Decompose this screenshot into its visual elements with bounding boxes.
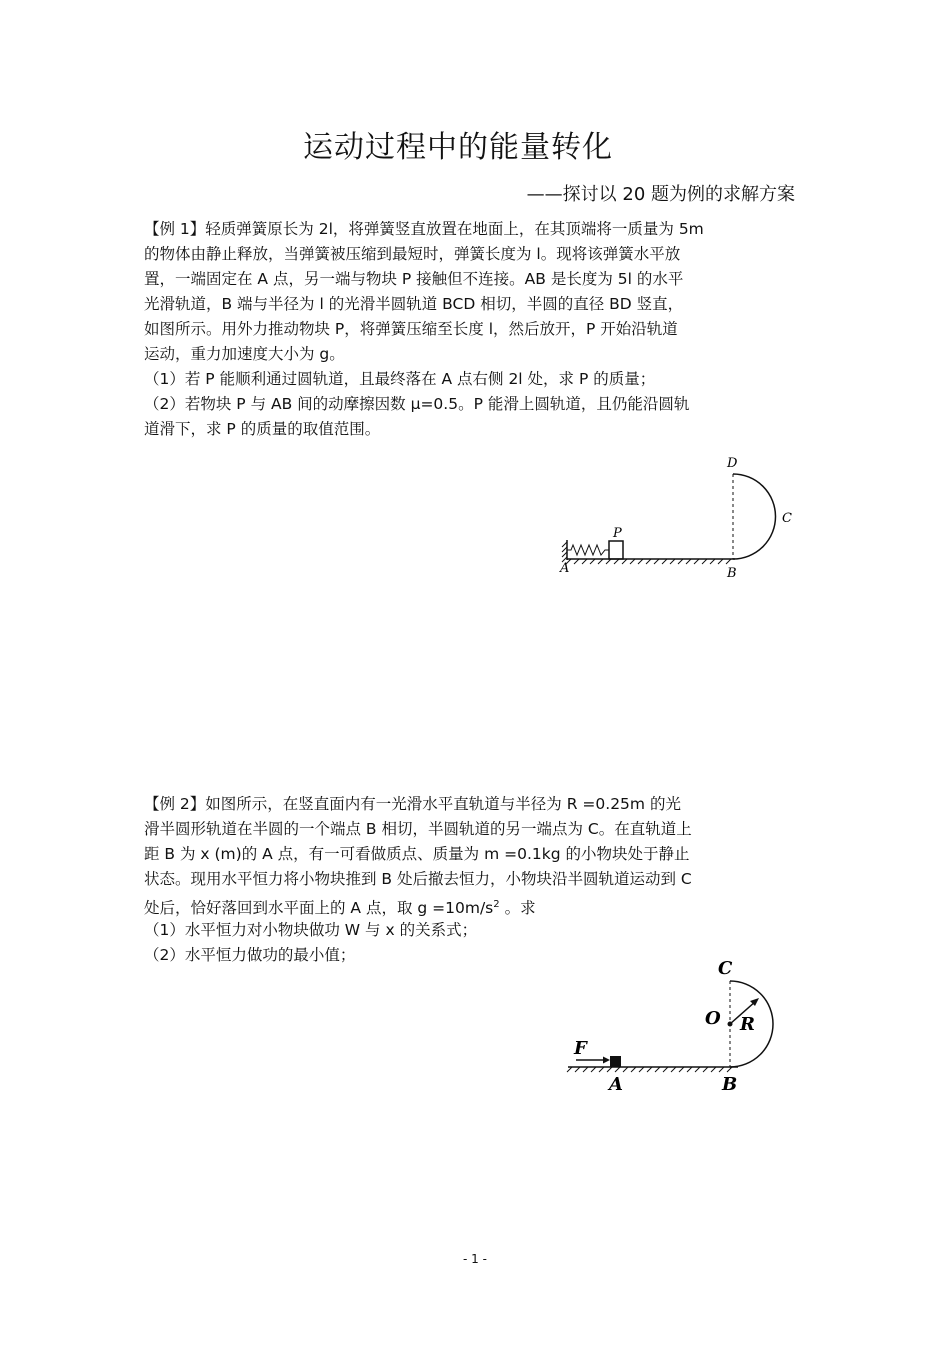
page-subtitle: ——探讨以 20 题为例的求解方案 — [526, 184, 795, 205]
example-2-line: 距 B 为 x (m)的 A 点，有一可看做质点、质量为 m =0.1kg 的小物块处于静止 — [144, 845, 690, 863]
example-2-question: （1）水平恒力对小物块做功 W 与 x 的关系式； — [144, 921, 478, 939]
label-c: C — [782, 511, 792, 526]
label-f: F — [574, 1038, 587, 1059]
example-1-line: 光滑轨道，B 端与半径为 l 的光滑半圆轨道 BCD 相切，半圆的直径 BD 竖直， — [144, 295, 684, 313]
example-1-question: （1）若 P 能顺利通过圆轨道，且最终落在 A 点右侧 2l 处，求 P 的质量； — [144, 370, 656, 388]
example-2-line: 状态。现用水平恒力将小物块推到 B 处后撤去恒力，小物块沿半圆轨道运动到 C — [144, 870, 692, 888]
label-b: B — [722, 1074, 738, 1095]
spring-icon — [567, 545, 609, 555]
force-arrow-icon — [603, 1057, 610, 1064]
example-2-line: 【例 2】如图所示，在竖直面内有一光滑水平直轨道与半径为 R =0.25m 的光 — [144, 795, 681, 813]
example-1-question: （2）若物块 P 与 AB 间的动摩擦因数 μ=0.5。P 能滑上圆轨道，且仍能沿圆轨 — [144, 395, 690, 413]
example-1-line: 运动，重力加速度大小为 g。 — [144, 345, 345, 363]
example-1-text — [144, 217, 810, 367]
example-1-line: 置，一端固定在 A 点，另一端与物块 P 接触但不连接。AB 是长度为 5l 的水平 — [144, 270, 684, 288]
exponent: 2 — [493, 899, 500, 910]
example-1-line: 如图所示。用外力推动物块 P，将弹簧压缩至长度 l，然后放开，P 开始沿轨道 — [144, 320, 678, 338]
example-1-figure — [555, 452, 805, 582]
example-2-text — [144, 792, 810, 921]
label-r: R — [740, 1014, 755, 1035]
label-a: A — [609, 1074, 623, 1095]
page-number: - 1 - — [463, 1252, 487, 1266]
example-2-line: 滑半圆形轨道在半圆的一个端点 B 相切，半圆轨道的另一端点为 C。在直轨道上 — [144, 820, 692, 838]
page-title: 运动过程中的能量转化 — [303, 130, 613, 165]
label-c: C — [718, 958, 733, 979]
label-a: A — [560, 561, 570, 576]
example-1-question: 道滑下，求 P 的质量的取值范围。 — [144, 420, 381, 438]
example-2-figure — [560, 950, 800, 1100]
block-square — [610, 1056, 621, 1067]
example-1-line: 的物体由静止释放，当弹簧被压缩到最短时，弹簧长度为 l。现将该弹簧水平放 — [144, 245, 681, 263]
label-o: O — [705, 1008, 721, 1029]
example-1-line: 【例 1】轻质弹簧原长为 2l，将弹簧竖直放置在地面上，在其顶端将一质量为 5m — [144, 220, 704, 238]
example-2-line-5-main: 处后，恰好落回到水平面上的 A 点，取 g =10m/s — [144, 899, 494, 918]
example-2-line-5 — [144, 892, 810, 921]
example-1-questions — [144, 367, 810, 442]
label-p: P — [613, 526, 622, 541]
example-2-line-5-tail: 。求 — [499, 899, 536, 918]
label-b: B — [727, 566, 737, 581]
example-2-question: （2）水平恒力做功的最小值； — [144, 946, 356, 964]
semicircle-track — [733, 474, 776, 559]
label-d: D — [727, 456, 738, 471]
block-p — [609, 541, 623, 559]
